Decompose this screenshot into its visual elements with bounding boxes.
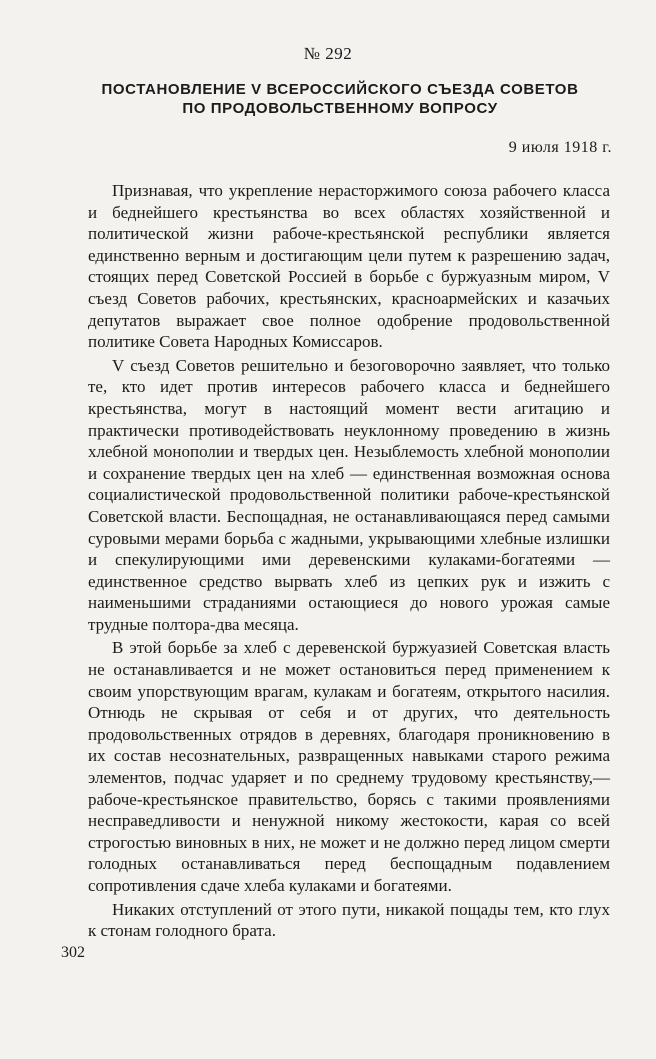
document-date: 9 июля 1918 г. — [508, 139, 612, 156]
document-title — [60, 80, 620, 118]
title-line-2: ПО ПРОДОВОЛЬСТВЕННОМУ ВОПРОСУ — [182, 100, 498, 117]
paragraph-1: Признавая, что укрепление нерасторжимого союза рабочего класса и беднейшего крестьянства во всех областях хозяйственной и политической жизни рабоче-крестьянской республики является единственно верным и достигающим цели путем к разрешению задач, стоящих перед Советской Россией в борьбе с буржуазным миром, V съезд Советов рабочих, крестьянских, красноармейских и казачьих депутатов выражает свое полное одобрение продовольственной политике Совета Народных Комиссаров. — [88, 181, 610, 352]
document-body — [88, 180, 610, 944]
title-line-1: ПОСТАНОВЛЕНИЕ V ВСЕРОССИЙСКОГО СЪЕЗДА СОВЕТОВ — [101, 81, 579, 98]
document-number: № 292 — [303, 44, 353, 63]
page-number: 302 — [61, 944, 85, 961]
paragraph-3: В этой борьбе за хлеб с деревенской буржуазией Советская власть не останавливается и не может остановиться перед применением к своим упорствующим врагам, кулакам и богатеям, открытого насилия. Отнюдь не скрывая от себя и от других, что деятельность продовольственных отрядов в деревнях, благодаря проникновению в их состав несознательных, развращенных навыками старого режима элементов, подчас ударяет и по среднему трудовому крестьянству,— рабоче-крестьянское правительство, борясь с такими проявлениями несправедливости и ненужной никому жестокости, карая со всей строгостью виновных в них, не может и не должно перед лицом смерти голодных останавливаться перед беспощадным подавлением сопротивления сдаче хлеба кулаками и богатеями. — [88, 638, 610, 895]
paragraph-4: Никаких отступлений от этого пути, никакой пощады тем, кто глух к стонам голодного брата. — [88, 899, 610, 941]
paragraph-2: V съезд Советов решительно и безоговорочно заявляет, что только те, кто идет против интересов рабочего класса и беднейшего крестьянства, могут в настоящий момент вести агитацию и практически противодействовать неуклонному проведению в жизнь хлебной монополии и твердых цен. Незыблемость хлебной монополии и сохранение твердых цен на хлеб — единственная возможная основа социалистической продовольственной политики рабоче-крестьянской Советской власти. Беспощадная, не останавливающаяся перед самыми суровыми мерами борьба с жадными, укрывающими хлебные излишки и спекулирующими ими деревенскими кулаками-богатеями — единственное средство вырвать хлеб из цепких рук и изжить с наименьшими страданиями остающиеся до нового урожая самые трудные полтора-два месяца. — [88, 355, 610, 634]
